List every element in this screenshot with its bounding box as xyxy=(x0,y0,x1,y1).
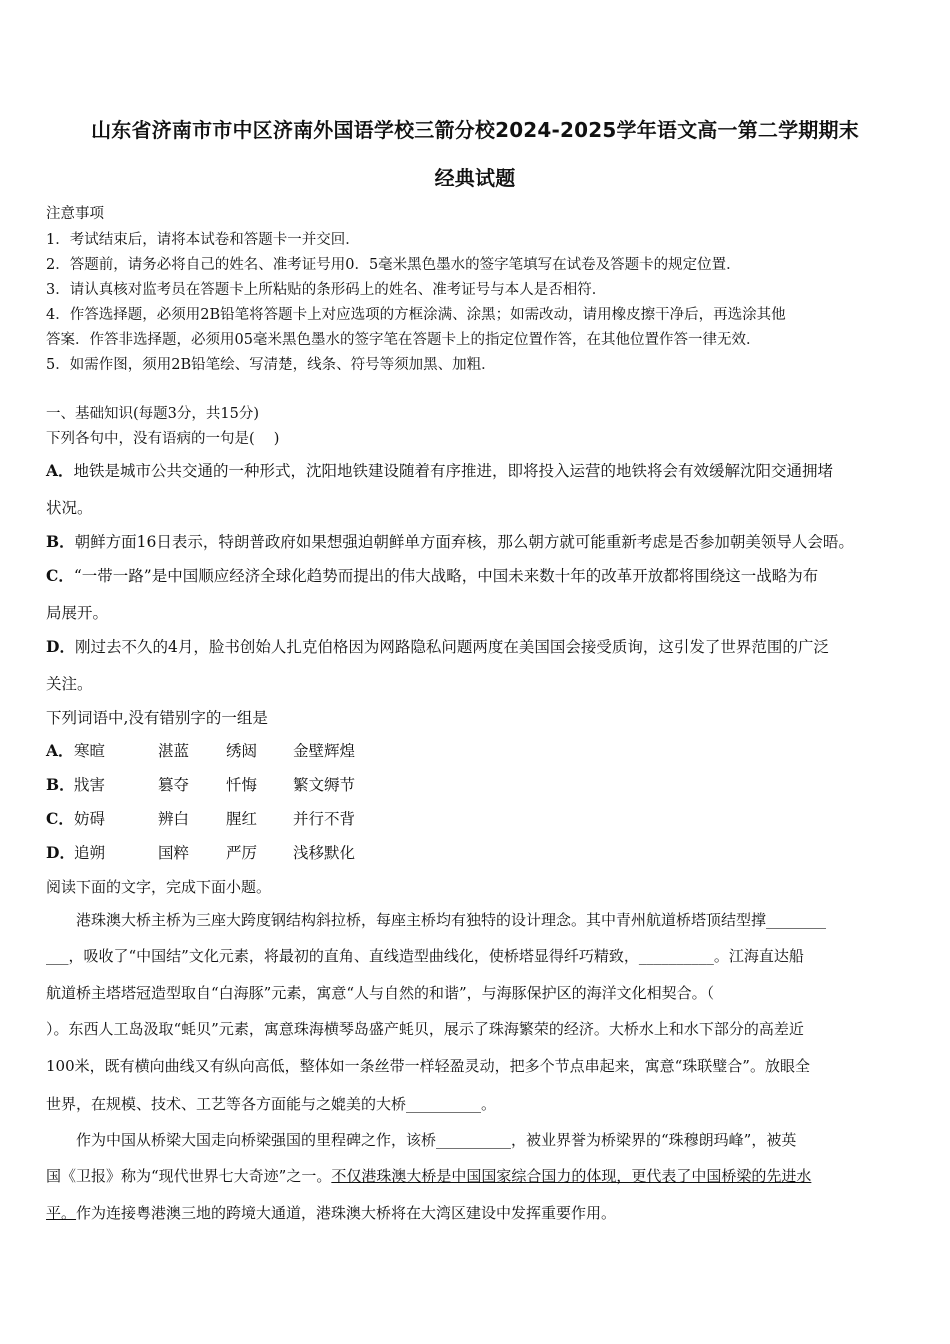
option-word: 浅移默化 xyxy=(293,844,356,862)
option-text: 刚过去不久的4月，脸书创始人扎克伯格因为网路隐私问题两度在美国国会接受质询，这引发了世界范围的广泛 xyxy=(74,638,829,656)
reading-p2-line: 作为中国从桥梁大国走向桥梁强国的里程碑之作，该桥__________，被业界誉为桥梁界的“珠穆朗玛峰”，被英 xyxy=(46,1131,797,1149)
question-1-option-c-cont: 局展开。 xyxy=(46,604,109,622)
option-word: 湛蓝 xyxy=(158,742,190,760)
reading-intro: 阅读下面的文字，完成下面小题。 xyxy=(46,878,272,896)
option-word: 繁文缛节 xyxy=(293,776,356,794)
question-1-option-d-cont: 关注。 xyxy=(46,675,93,693)
reading-p2-text: 作为连接粤港澳三地的跨境大通道，港珠澳大桥将在大湾区建设中发挥重要作用。 xyxy=(76,1204,617,1222)
question-1-option-a xyxy=(46,459,833,481)
question-1-option-a-cont: 状况。 xyxy=(46,499,93,517)
reading-p1-line: ）。东西人工岛汲取“蚝贝”元素，寓意珠海横琴岛盛产蚝贝，展示了珠海繁荣的经济。大桥水上和水下部分的高差近 xyxy=(46,1020,804,1038)
notice-heading: 注意事项 xyxy=(46,206,104,222)
underlined-sentence: 不仅港珠澳大桥是中国国家综合国力的体现，更代表了中国桥梁的先进水 xyxy=(331,1167,812,1185)
section-heading: 一、基础知识(每题3分，共15分) xyxy=(46,406,259,422)
question-1-option-b xyxy=(46,530,854,552)
notice-item: 3．请认真核对监考员在答题卡上所粘贴的条形码上的姓名、准考证号与本人是否相符． xyxy=(46,282,607,298)
option-text: 地铁是城市公共交通的一种形式，沈阳地铁建设随着有序推进，即将投入运营的地铁将会有效缓解沈阳交通拥堵 xyxy=(73,462,834,480)
option-word: 追朔 xyxy=(74,844,106,862)
reading-p1-line: 港珠澳大桥主桥为三座大跨度钢结构斜拉桥，每座主桥均有独特的设计理念。其中青州航道桥塔顶结型撑________ xyxy=(46,911,827,929)
option-text: 朝鲜方面16日表示，特朗普政府如果想强迫朝鲜单方面弃核，那么朝方就可能重新考虑是否参加朝美领导人会晤。 xyxy=(74,533,854,551)
option-label: D． xyxy=(46,843,75,862)
option-label: B． xyxy=(46,775,75,794)
option-label: D． xyxy=(46,637,75,656)
option-label: C． xyxy=(46,566,74,585)
option-label: B． xyxy=(46,532,75,551)
reading-p2-line xyxy=(46,1202,908,1223)
notice-item: 4．作答选择题，必须用2B铅笔将答题卡上对应选项的方框涂满、涂黑；如需改动，请用橡皮擦干净后，再选涂其他 xyxy=(46,307,786,323)
question-2-stem: 下列词语中,没有错别字的一组是 xyxy=(46,709,268,727)
option-word: 篡夺 xyxy=(158,776,190,794)
question-1-option-d xyxy=(46,635,829,657)
question-1-option-c xyxy=(46,564,818,586)
option-label: C． xyxy=(46,809,74,828)
option-word: 绣闼 xyxy=(226,742,258,760)
notice-item: 1．考试结束后，请将本试卷和答题卡一并交回． xyxy=(46,232,360,248)
option-text: “一带一路”是中国顺应经济全球化趋势而提出的伟大战略，中国未来数十年的改革开放都将围绕这一战略为布 xyxy=(73,567,819,585)
notice-item: 答案．作答非选择题，必须用05毫米黑色墨水的签字笔在答题卡上的指定位置作答，在其他位置作答一律无效． xyxy=(46,332,761,348)
question-1-stem: 下列各句中，没有语病的一句是( ) xyxy=(46,431,280,447)
option-word: 并行不背 xyxy=(293,810,356,828)
option-word: 寒暄 xyxy=(74,742,106,760)
exam-title-line1: 山东省济南市市中区济南外国语学校三箭分校2024-2025学年语文高一第二学期期末 xyxy=(91,118,859,142)
reading-p1-line: ___，吸收了“中国结”文化元素，将最初的直角、直线造型曲线化，使桥塔显得纤巧精致，__________。江海直达船 xyxy=(46,947,804,965)
option-label: A． xyxy=(46,461,74,480)
reading-p1-line: 100米，既有横向曲线又有纵向高低，整体如一条丝带一样轻盈灵动，把多个节点串起来，寓意“珠联璧合”。放眼全 xyxy=(46,1057,810,1075)
option-word: 腥红 xyxy=(226,810,258,828)
notice-item: 5．如需作图，须用2B铅笔绘、写清楚，线条、符号等须加黑、加粗． xyxy=(46,357,496,373)
option-word: 辨白 xyxy=(158,810,190,828)
reading-p2-text: 国《卫报》称为“现代世界七大奇迹”之一。 xyxy=(46,1167,332,1185)
underlined-sentence-end: 平。 xyxy=(46,1204,77,1222)
option-word: 忏悔 xyxy=(226,776,258,794)
option-word: 严厉 xyxy=(226,844,258,862)
option-label: A． xyxy=(46,741,74,760)
reading-p1-line: 航道桥主塔塔冠造型取自“白海豚”元素，寓意“人与自然的和谐”，与海豚保护区的海洋文化相契合。（ xyxy=(46,984,715,1002)
exam-title-line2: 经典试题 xyxy=(434,166,516,190)
reading-p1-line: 世界，在规模、技术、工艺等各方面能与之媲美的大桥__________。 xyxy=(46,1095,497,1113)
notice-item: 2．答题前，请务必将自己的姓名、准考证号用0．5毫米黑色墨水的签字笔填写在试卷及答题卡的规定位置． xyxy=(46,257,741,273)
option-word: 戕害 xyxy=(74,776,106,794)
reading-p2-line xyxy=(46,1165,908,1186)
option-word: 金壁辉煌 xyxy=(293,742,356,760)
option-word: 妨碍 xyxy=(74,810,106,828)
option-word: 国粹 xyxy=(158,844,190,862)
